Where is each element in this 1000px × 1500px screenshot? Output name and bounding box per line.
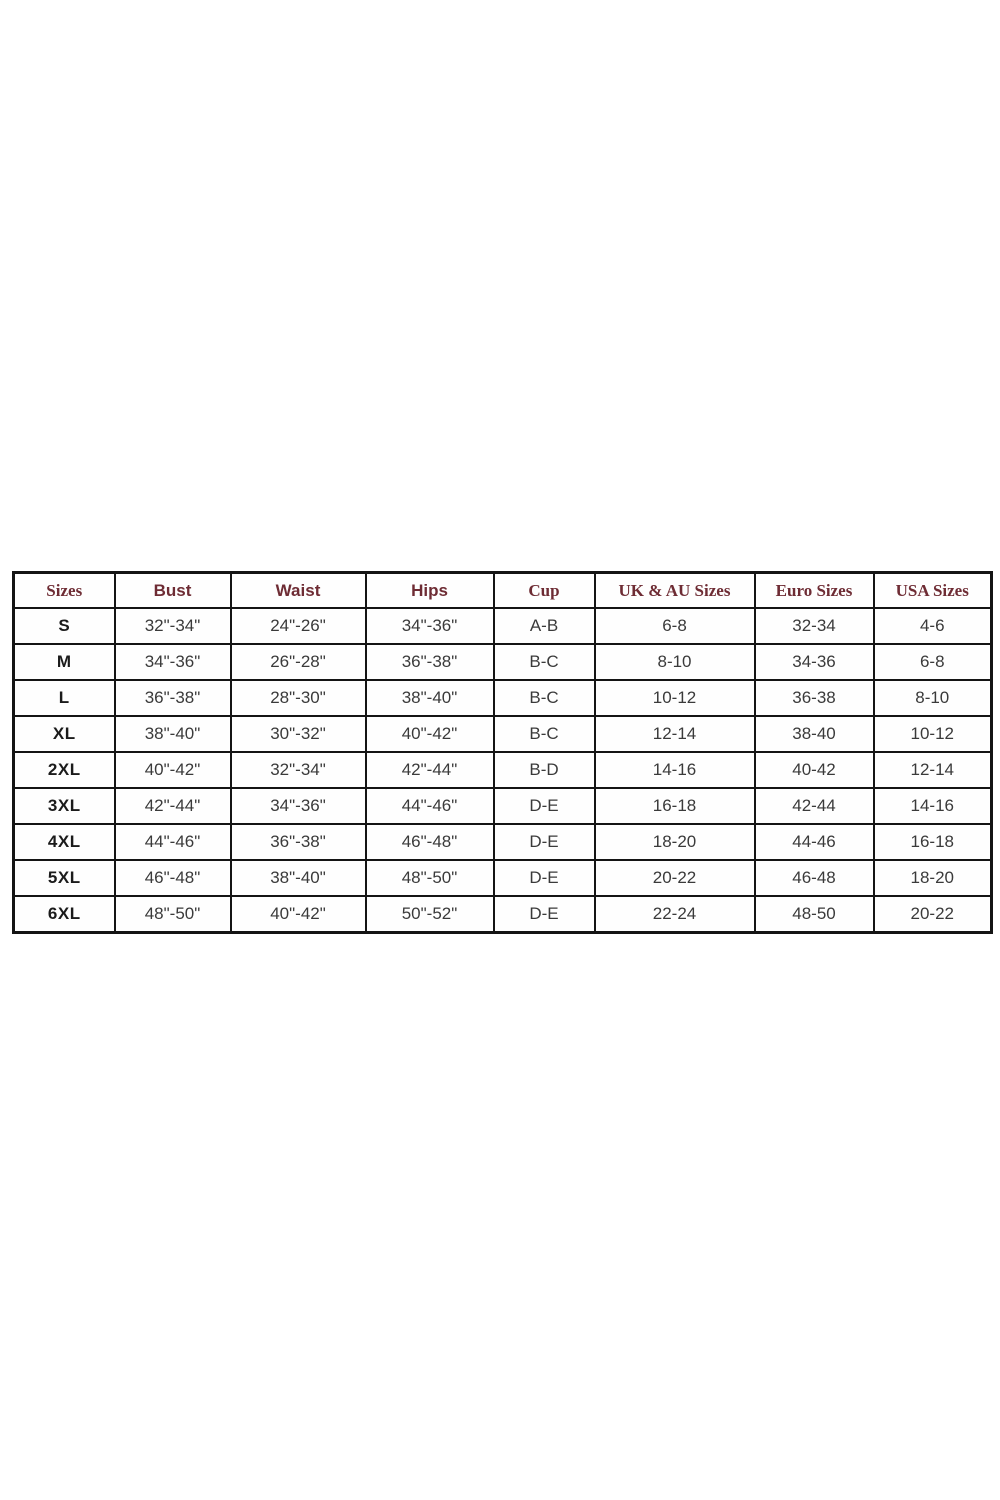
cell-waist: 30"-32" xyxy=(231,716,366,752)
cell-usa: 6-8 xyxy=(874,644,992,680)
cell-waist: 40"-42" xyxy=(231,896,366,933)
cell-size: 2XL xyxy=(14,752,115,788)
cell-size: S xyxy=(14,608,115,644)
size-chart-container xyxy=(12,571,990,934)
cell-euro: 46-48 xyxy=(755,860,874,896)
cell-waist: 38"-40" xyxy=(231,860,366,896)
cell-cup: B-C xyxy=(494,716,595,752)
cell-uk-au: 6-8 xyxy=(595,608,755,644)
cell-bust: 40"-42" xyxy=(115,752,231,788)
header-euro: Euro Sizes xyxy=(755,573,874,609)
table-row-3xl xyxy=(14,788,992,824)
header-sizes: Sizes xyxy=(14,573,115,609)
cell-waist: 34"-36" xyxy=(231,788,366,824)
cell-waist: 36"-38" xyxy=(231,824,366,860)
cell-cup: D-E xyxy=(494,860,595,896)
cell-usa: 10-12 xyxy=(874,716,992,752)
cell-bust: 44"-46" xyxy=(115,824,231,860)
cell-uk-au: 22-24 xyxy=(595,896,755,933)
cell-usa: 4-6 xyxy=(874,608,992,644)
cell-cup: D-E xyxy=(494,896,595,933)
cell-bust: 36"-38" xyxy=(115,680,231,716)
header-cup: Cup xyxy=(494,573,595,609)
cell-cup: B-C xyxy=(494,680,595,716)
cell-waist: 28"-30" xyxy=(231,680,366,716)
table-body xyxy=(14,608,992,933)
cell-hips: 44"-46" xyxy=(366,788,494,824)
cell-usa: 18-20 xyxy=(874,860,992,896)
cell-size: 3XL xyxy=(14,788,115,824)
cell-euro: 44-46 xyxy=(755,824,874,860)
cell-euro: 32-34 xyxy=(755,608,874,644)
cell-uk-au: 8-10 xyxy=(595,644,755,680)
table-row-xl xyxy=(14,716,992,752)
table-row-l xyxy=(14,680,992,716)
cell-bust: 34"-36" xyxy=(115,644,231,680)
cell-euro: 42-44 xyxy=(755,788,874,824)
header-waist: Waist xyxy=(231,573,366,609)
cell-hips: 38"-40" xyxy=(366,680,494,716)
header-row xyxy=(14,573,992,609)
table-row-s xyxy=(14,608,992,644)
cell-waist: 26"-28" xyxy=(231,644,366,680)
cell-size: 6XL xyxy=(14,896,115,933)
table-row-4xl xyxy=(14,824,992,860)
cell-euro: 36-38 xyxy=(755,680,874,716)
cell-euro: 34-36 xyxy=(755,644,874,680)
cell-bust: 38"-40" xyxy=(115,716,231,752)
cell-euro: 48-50 xyxy=(755,896,874,933)
cell-uk-au: 18-20 xyxy=(595,824,755,860)
cell-cup: A-B xyxy=(494,608,595,644)
cell-size: 5XL xyxy=(14,860,115,896)
cell-hips: 50"-52" xyxy=(366,896,494,933)
cell-hips: 46"-48" xyxy=(366,824,494,860)
cell-uk-au: 14-16 xyxy=(595,752,755,788)
cell-bust: 32"-34" xyxy=(115,608,231,644)
cell-size: XL xyxy=(14,716,115,752)
header-uk-au: UK & AU Sizes xyxy=(595,573,755,609)
table-header xyxy=(14,573,992,609)
cell-hips: 34"-36" xyxy=(366,608,494,644)
cell-waist: 24"-26" xyxy=(231,608,366,644)
cell-bust: 42"-44" xyxy=(115,788,231,824)
cell-size: M xyxy=(14,644,115,680)
cell-hips: 48"-50" xyxy=(366,860,494,896)
header-usa: USA Sizes xyxy=(874,573,992,609)
cell-size: 4XL xyxy=(14,824,115,860)
cell-usa: 14-16 xyxy=(874,788,992,824)
cell-bust: 46"-48" xyxy=(115,860,231,896)
cell-hips: 40"-42" xyxy=(366,716,494,752)
size-chart-table xyxy=(12,571,993,934)
table-row-6xl xyxy=(14,896,992,933)
cell-waist: 32"-34" xyxy=(231,752,366,788)
cell-cup: D-E xyxy=(494,824,595,860)
cell-cup: B-D xyxy=(494,752,595,788)
cell-cup: D-E xyxy=(494,788,595,824)
cell-uk-au: 12-14 xyxy=(595,716,755,752)
cell-usa: 8-10 xyxy=(874,680,992,716)
cell-size: L xyxy=(14,680,115,716)
cell-euro: 38-40 xyxy=(755,716,874,752)
cell-hips: 42"-44" xyxy=(366,752,494,788)
cell-euro: 40-42 xyxy=(755,752,874,788)
cell-cup: B-C xyxy=(494,644,595,680)
table-row-5xl xyxy=(14,860,992,896)
header-hips: Hips xyxy=(366,573,494,609)
table-row-m xyxy=(14,644,992,680)
cell-usa: 20-22 xyxy=(874,896,992,933)
cell-hips: 36"-38" xyxy=(366,644,494,680)
table-row-2xl xyxy=(14,752,992,788)
cell-uk-au: 20-22 xyxy=(595,860,755,896)
cell-usa: 16-18 xyxy=(874,824,992,860)
cell-usa: 12-14 xyxy=(874,752,992,788)
header-bust: Bust xyxy=(115,573,231,609)
cell-bust: 48"-50" xyxy=(115,896,231,933)
cell-uk-au: 10-12 xyxy=(595,680,755,716)
cell-uk-au: 16-18 xyxy=(595,788,755,824)
